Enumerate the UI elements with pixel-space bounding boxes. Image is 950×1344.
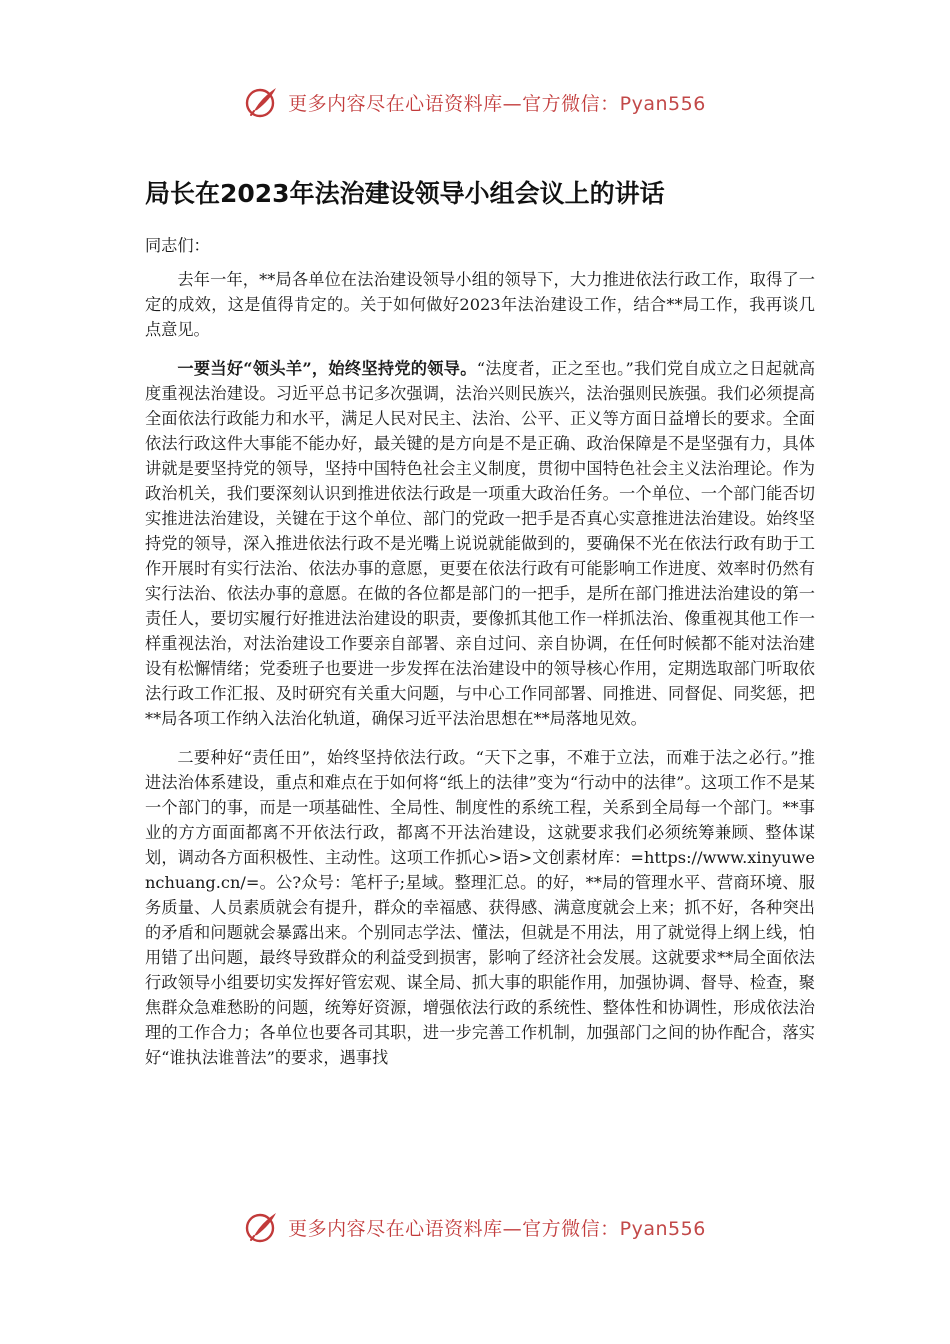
wechat-id: Pyan556	[619, 1217, 706, 1240]
paragraph-2-heading: 一要当好“领头羊”，始终坚持党的领导。	[177, 359, 477, 378]
quill-pen-circle-icon	[244, 84, 280, 120]
quill-pen-circle-icon	[244, 1209, 280, 1245]
banner-text: 更多内容尽在心语资料库—官方微信：Pyan556	[288, 92, 706, 115]
paragraph-2-body: “法度者，正之至也。”我们党自成立之日起就高度重视法治建设。习近平总书记多次强调，法治兴则民族兴，法治强则民族强。我们必须提高全面依法行政能力和水平，满足人民对民主、法治、公平、正义等方面日益增长的要求。全面依法行政这件大事能不能办好，最关键的是方向是不是正确、政治保障是不是坚强有力，具体讲就是要坚持党的领导，坚持中国特色社会主义制度，贯彻中国特色社会主义法治理论。作为政治机关，我们要深刻认识到推进依法行政是一项重大政治任务。一个单位、一个部门能否切实推进法治建设，关键在于这个单位、部门的党政一把手是否真心实意推进法治建设。始终坚持党的领导，深入推进依法行政不是光嘴上说说就能做到的，要确保不光在依法行政有助于工作开展时有实行法治、依法办事的意愿，更要在依法行政有可能影响工作进度、效率时仍然有实行法治、依法办事的意愿。在做的各位都是部门的一把手，是所在部门推进法治建设的第一责任人，要切实履行好推进法治建设的职责，要像抓其他工作一样抓法治、像重视其他工作一样重视法治，对法治建设工作要亲自部署、亲自过问、亲自协调，在任何时候都不能对法治建设有松懈情绪；党委班子也要进一步发挥在法治建设中的领导核心作用，定期选取部门听取依法行政工作汇报、及时研究有关重大问题，与中心工作同部署、同推进、同督促、同奖惩，把**局各项工作纳入法治化轨道，确保习近平法治思想在**局落地见效。	[145, 359, 816, 728]
document-title: 局长在2023年法治建设领导小组会议上的讲话	[145, 179, 665, 208]
header-banner	[0, 82, 950, 122]
paragraph-1: 去年一年，**局各单位在法治建设领导小组的领导下，大力推进依法行政工作，取得了一定的成效，这是值得肯定的。关于如何做好2023年法治建设工作，结合**局工作，我再谈几点意见。	[145, 270, 815, 339]
banner-text: 更多内容尽在心语资料库—官方微信：Pyan556	[288, 1217, 706, 1240]
paragraph-2	[145, 356, 815, 731]
document-body	[145, 233, 815, 1084]
wechat-id: Pyan556	[619, 92, 706, 115]
paragraph-3: 二要种好“责任田”，始终坚持依法行政。“天下之事，不难于立法，而难于法之必行。”推进法治体系建设，重点和难点在于如何将“纸上的法律”变为“行动中的法律”。这项工作不是某一个部门的事，而是一项基础性、全局性、制度性的系统工程，关系到全局每一个部门。**事业的方方面面都离不开依法行政，都离不开法治建设，这就要求我们必须统筹兼顾、整体谋划，调动各方面积极性、主动性。这项工作抓心>语>文创素材库：=https://www.xinyuwenchuang.cn/=。公?众号：笔杆子;星域。整理汇总。的好，**局的管理水平、营商环境、服务质量、人员素质就会有提升，群众的幸福感、获得感、满意度就会上来；抓不好，各种突出的矛盾和问题就会暴露出来。个别同志学法、懂法，但就是不用法，用了就觉得上纲上线，怕用错了出问题，最终导致群众的利益受到损害，影响了经济社会发展。这就要求**局全面依法行政领导小组要切实发挥好管宏观、谋全局、抓大事的职能作用，加强协调、督导、检查，聚焦群众急难愁盼的问题，统筹好资源，增强依法行政的系统性、整体性和协调性，形成依法治理的工作合力；各单位也要各司其职，进一步完善工作机制，加强部门之间的协作配合，落实好“谁执法谁普法”的要求，遇事找	[145, 748, 815, 1067]
salutation: 同志们：	[145, 236, 210, 255]
footer-banner	[0, 1207, 950, 1247]
